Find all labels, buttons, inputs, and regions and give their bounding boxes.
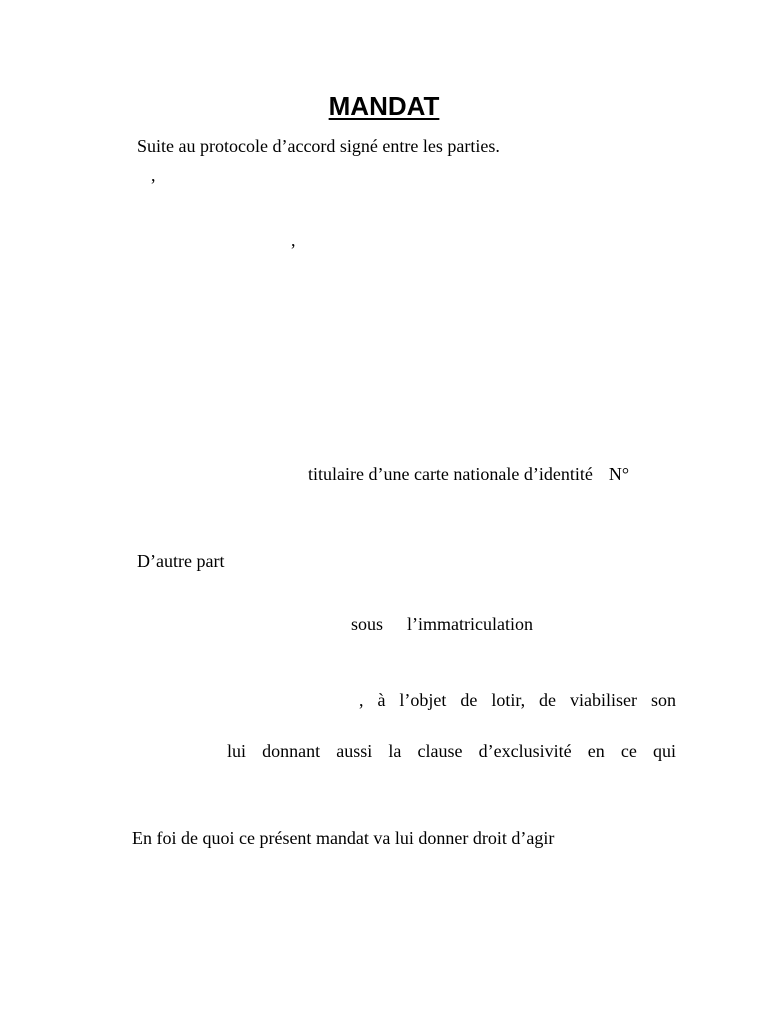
object-word: de: [539, 690, 557, 710]
object-word: lotir,: [491, 690, 526, 710]
object-word: ,: [359, 690, 364, 710]
object-word: à: [377, 690, 386, 710]
id-card-line: [308, 463, 629, 485]
object-word: viabiliser: [570, 690, 637, 710]
document-title: MANDAT: [328, 91, 440, 121]
exclusivity-word: lui: [227, 741, 247, 761]
exclusivity-line: [227, 740, 676, 762]
object-word: de: [460, 690, 478, 710]
comma-fragment: ,: [291, 230, 296, 250]
registration-line: [351, 613, 533, 635]
exclusivity-word: qui: [652, 741, 676, 761]
exclusivity-word: clause: [417, 741, 463, 761]
object-line: [359, 689, 676, 711]
exclusivity-word: ce: [620, 741, 637, 761]
exclusivity-word: la: [388, 741, 402, 761]
object-word: l’objet: [399, 690, 447, 710]
id-number-label: N°: [608, 464, 630, 484]
other-party-label: D’autre part: [137, 551, 225, 571]
registration-word: sous: [351, 614, 384, 634]
id-card-text: titulaire d’une carte nationale d’identité: [308, 464, 593, 484]
intro-paragraph: Suite au protocole d’accord signé entre les parties.: [137, 136, 500, 156]
exclusivity-word: en: [587, 741, 605, 761]
object-word: son: [650, 690, 676, 710]
closing-paragraph: En foi de quoi ce présent mandat va lui donner droit d’agir: [132, 828, 555, 848]
registration-word: l’immatriculation: [407, 614, 533, 634]
comma-fragment: ,: [151, 165, 156, 185]
exclusivity-word: donnant: [262, 741, 321, 761]
exclusivity-word: aussi: [336, 741, 373, 761]
exclusivity-word: d’exclusivité: [478, 741, 572, 761]
